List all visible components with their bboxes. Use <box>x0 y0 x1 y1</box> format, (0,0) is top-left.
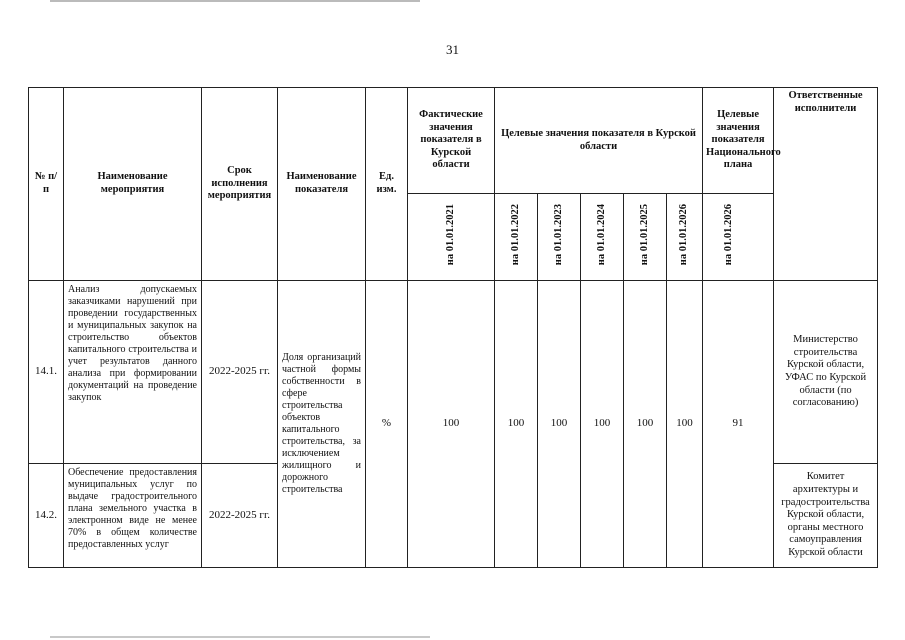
indicator-name: Доля организаций частной формы собственности в сфере строительства объектов капитального строительства, за исключением жилищного и дорожного строительства <box>278 281 366 568</box>
page-number: 31 <box>446 42 459 57</box>
target-value: 100 <box>538 281 581 568</box>
header-national-date: на 01.01.2026 <box>723 204 735 266</box>
unit: % <box>366 281 408 568</box>
target-value: 100 <box>624 281 667 568</box>
top-scan-line <box>50 0 420 2</box>
header-unit: Ед. изм. <box>366 88 408 281</box>
target-value: 100 <box>581 281 624 568</box>
row-responsible: Комитет архитектуры и градостроительства Курской области, органы местного самоуправления Курской области <box>774 464 878 568</box>
row-deadline: 2022-2025 гг. <box>202 281 278 464</box>
header-target-date: на 01.01.2024 <box>595 204 607 266</box>
header-national: Целевые значения показателя Национального плана <box>703 88 774 194</box>
row-event: Обеспечение предоставления муниципальных услуг по выдаче градостроительного плана земельного участка в электронном виде не менее 70% в общем количестве предоставленных услуг <box>64 464 202 568</box>
header-target-date: на 01.01.2023 <box>552 204 564 266</box>
target-value: 100 <box>495 281 538 568</box>
header-row-1 <box>29 88 878 194</box>
measures-table <box>28 87 878 568</box>
actual-value: 100 <box>408 281 495 568</box>
row-num: 14.2. <box>29 464 64 568</box>
header-event-name: Наименование мероприятия <box>64 88 202 281</box>
header-responsible: Ответственные исполнители <box>774 88 878 281</box>
header-target-date: на 01.01.2022 <box>509 204 521 266</box>
row-event: Анализ допускаемых заказчиками нарушений при проведении государственных и муниципальных закупок на строительство объектов капитального строительства и учет результатов данного анализа при формировании документаций на проведение закупок <box>64 281 202 464</box>
header-actual-date: на 01.01.2021 <box>444 204 456 266</box>
bottom-scan-line <box>50 636 430 638</box>
table-row <box>29 281 878 464</box>
header-actual: Фактические значения показателя в Курской области <box>408 88 495 194</box>
header-target-date: на 01.01.2026 <box>678 204 690 266</box>
header-num: № п/п <box>29 88 64 281</box>
header-indicator-name: Наименование показателя <box>278 88 366 281</box>
header-target-group: Целевые значения показателя в Курской области <box>495 88 703 194</box>
row-num: 14.1. <box>29 281 64 464</box>
row-responsible: Министерство строительства Курской области, УФАС по Курской области (по согласованию) <box>774 281 878 464</box>
national-value: 91 <box>703 281 774 568</box>
header-target-date: на 01.01.2025 <box>638 204 650 266</box>
row-deadline: 2022-2025 гг. <box>202 464 278 568</box>
target-value: 100 <box>667 281 703 568</box>
header-deadline: Срок исполнения мероприятия <box>202 88 278 281</box>
